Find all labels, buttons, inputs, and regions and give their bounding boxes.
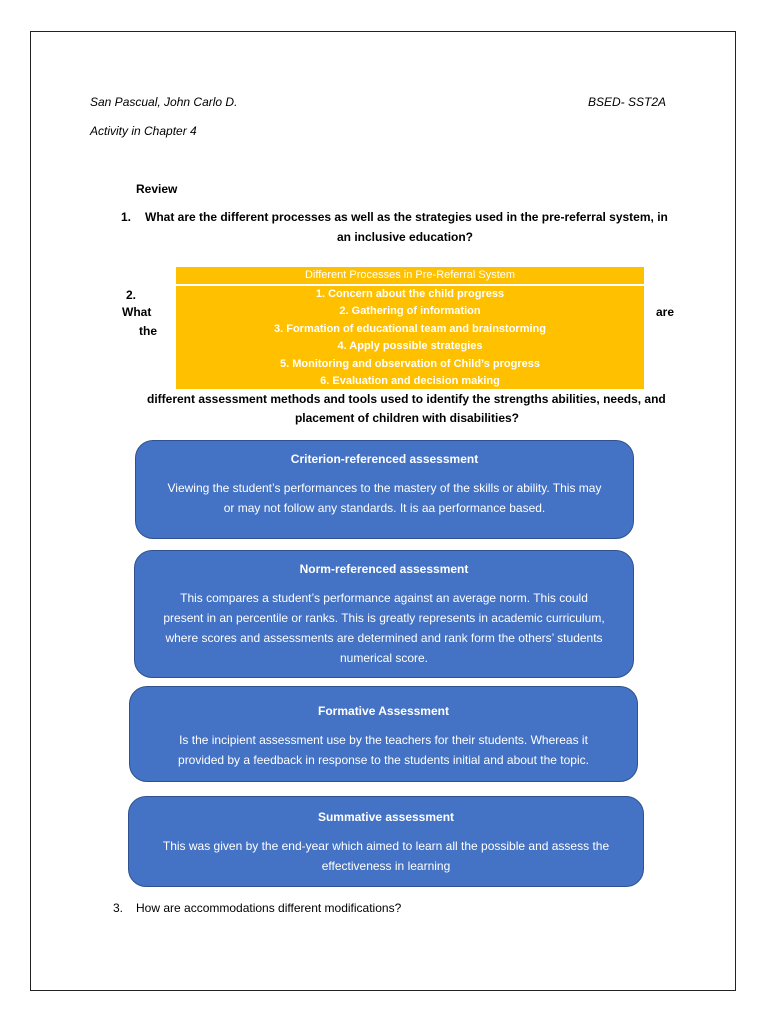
q2-line2: placement of children with disabilities? xyxy=(294,411,520,425)
assessment-card-norm xyxy=(134,550,634,678)
assessment-card-formative xyxy=(129,686,638,782)
assessment-card-criterion xyxy=(135,440,634,539)
assessment-card-line: Viewing the student’s performances to the mastery of the skills or ability. This may xyxy=(167,481,602,495)
review-heading: Review xyxy=(136,182,178,196)
assessment-card-line: where scores and assessments are determined and rank form the others’ students xyxy=(165,631,603,645)
assessment-card-line: effectiveness in learning xyxy=(321,859,451,873)
processes-table xyxy=(176,267,644,389)
assessment-card-line: Is the incipient assessment use by the teachers for their students. Whereas it xyxy=(179,733,588,747)
course-section: BSED- SST2A xyxy=(588,95,667,109)
process-item: 5. Monitoring and observation of Child’s progress xyxy=(280,357,540,370)
assessment-card-title: Formative Assessment xyxy=(318,704,449,718)
processes-table-header: Different Processes in Pre-Referral System xyxy=(176,267,644,286)
q1-line2: an inclusive education? xyxy=(336,230,474,244)
assessment-card-title: Summative assessment xyxy=(317,810,455,824)
assessment-card-line: This was given by the end-year which aimed to learn all the possible and assess the xyxy=(162,839,610,853)
student-name: San Pascual, John Carlo D. xyxy=(90,95,238,109)
assessment-card-line: This compares a student’s performance against an average norm. This could xyxy=(180,591,588,605)
assessment-card-line: present in an percentile or ranks. This is greatly represents in academic curriculum, xyxy=(163,611,605,625)
assessment-card-summative xyxy=(128,796,644,887)
assessment-card-title: Criterion-referenced assessment xyxy=(290,452,479,466)
assessment-card-line: numerical score. xyxy=(339,651,429,665)
q2-the: the xyxy=(139,324,157,338)
q3-text: How are accommodations different modifications? xyxy=(136,901,402,915)
q1-number: 1. xyxy=(121,210,132,224)
q2-number: 2. xyxy=(126,288,137,302)
process-item: 6. Evaluation and decision making xyxy=(320,374,500,387)
process-item: 4. Apply possible strategies xyxy=(337,340,483,353)
activity-title: Activity in Chapter 4 xyxy=(90,124,197,138)
assessment-card-title: Norm-referenced assessment xyxy=(299,562,469,576)
q2-line1: different assessment methods and tools used to identify the strengths abilities, needs, and xyxy=(147,392,666,406)
assessment-card-line: provided by a feedback in response to the students initial and about the topic. xyxy=(178,753,589,767)
q3-number: 3. xyxy=(113,901,124,915)
process-item: 2. Gathering of information xyxy=(339,305,481,318)
assessment-card-line: or may not follow any standards. It is aa performance based. xyxy=(223,501,546,515)
q1-line1: What are the different processes as well as the strategies used in the pre-referral system, in xyxy=(145,210,668,224)
q2-are: are xyxy=(656,305,675,319)
q2-what: What xyxy=(122,305,152,319)
process-item: 1. Concern about the child progress xyxy=(315,288,505,300)
process-item: 3. Formation of educational team and brainstorming xyxy=(274,322,546,335)
